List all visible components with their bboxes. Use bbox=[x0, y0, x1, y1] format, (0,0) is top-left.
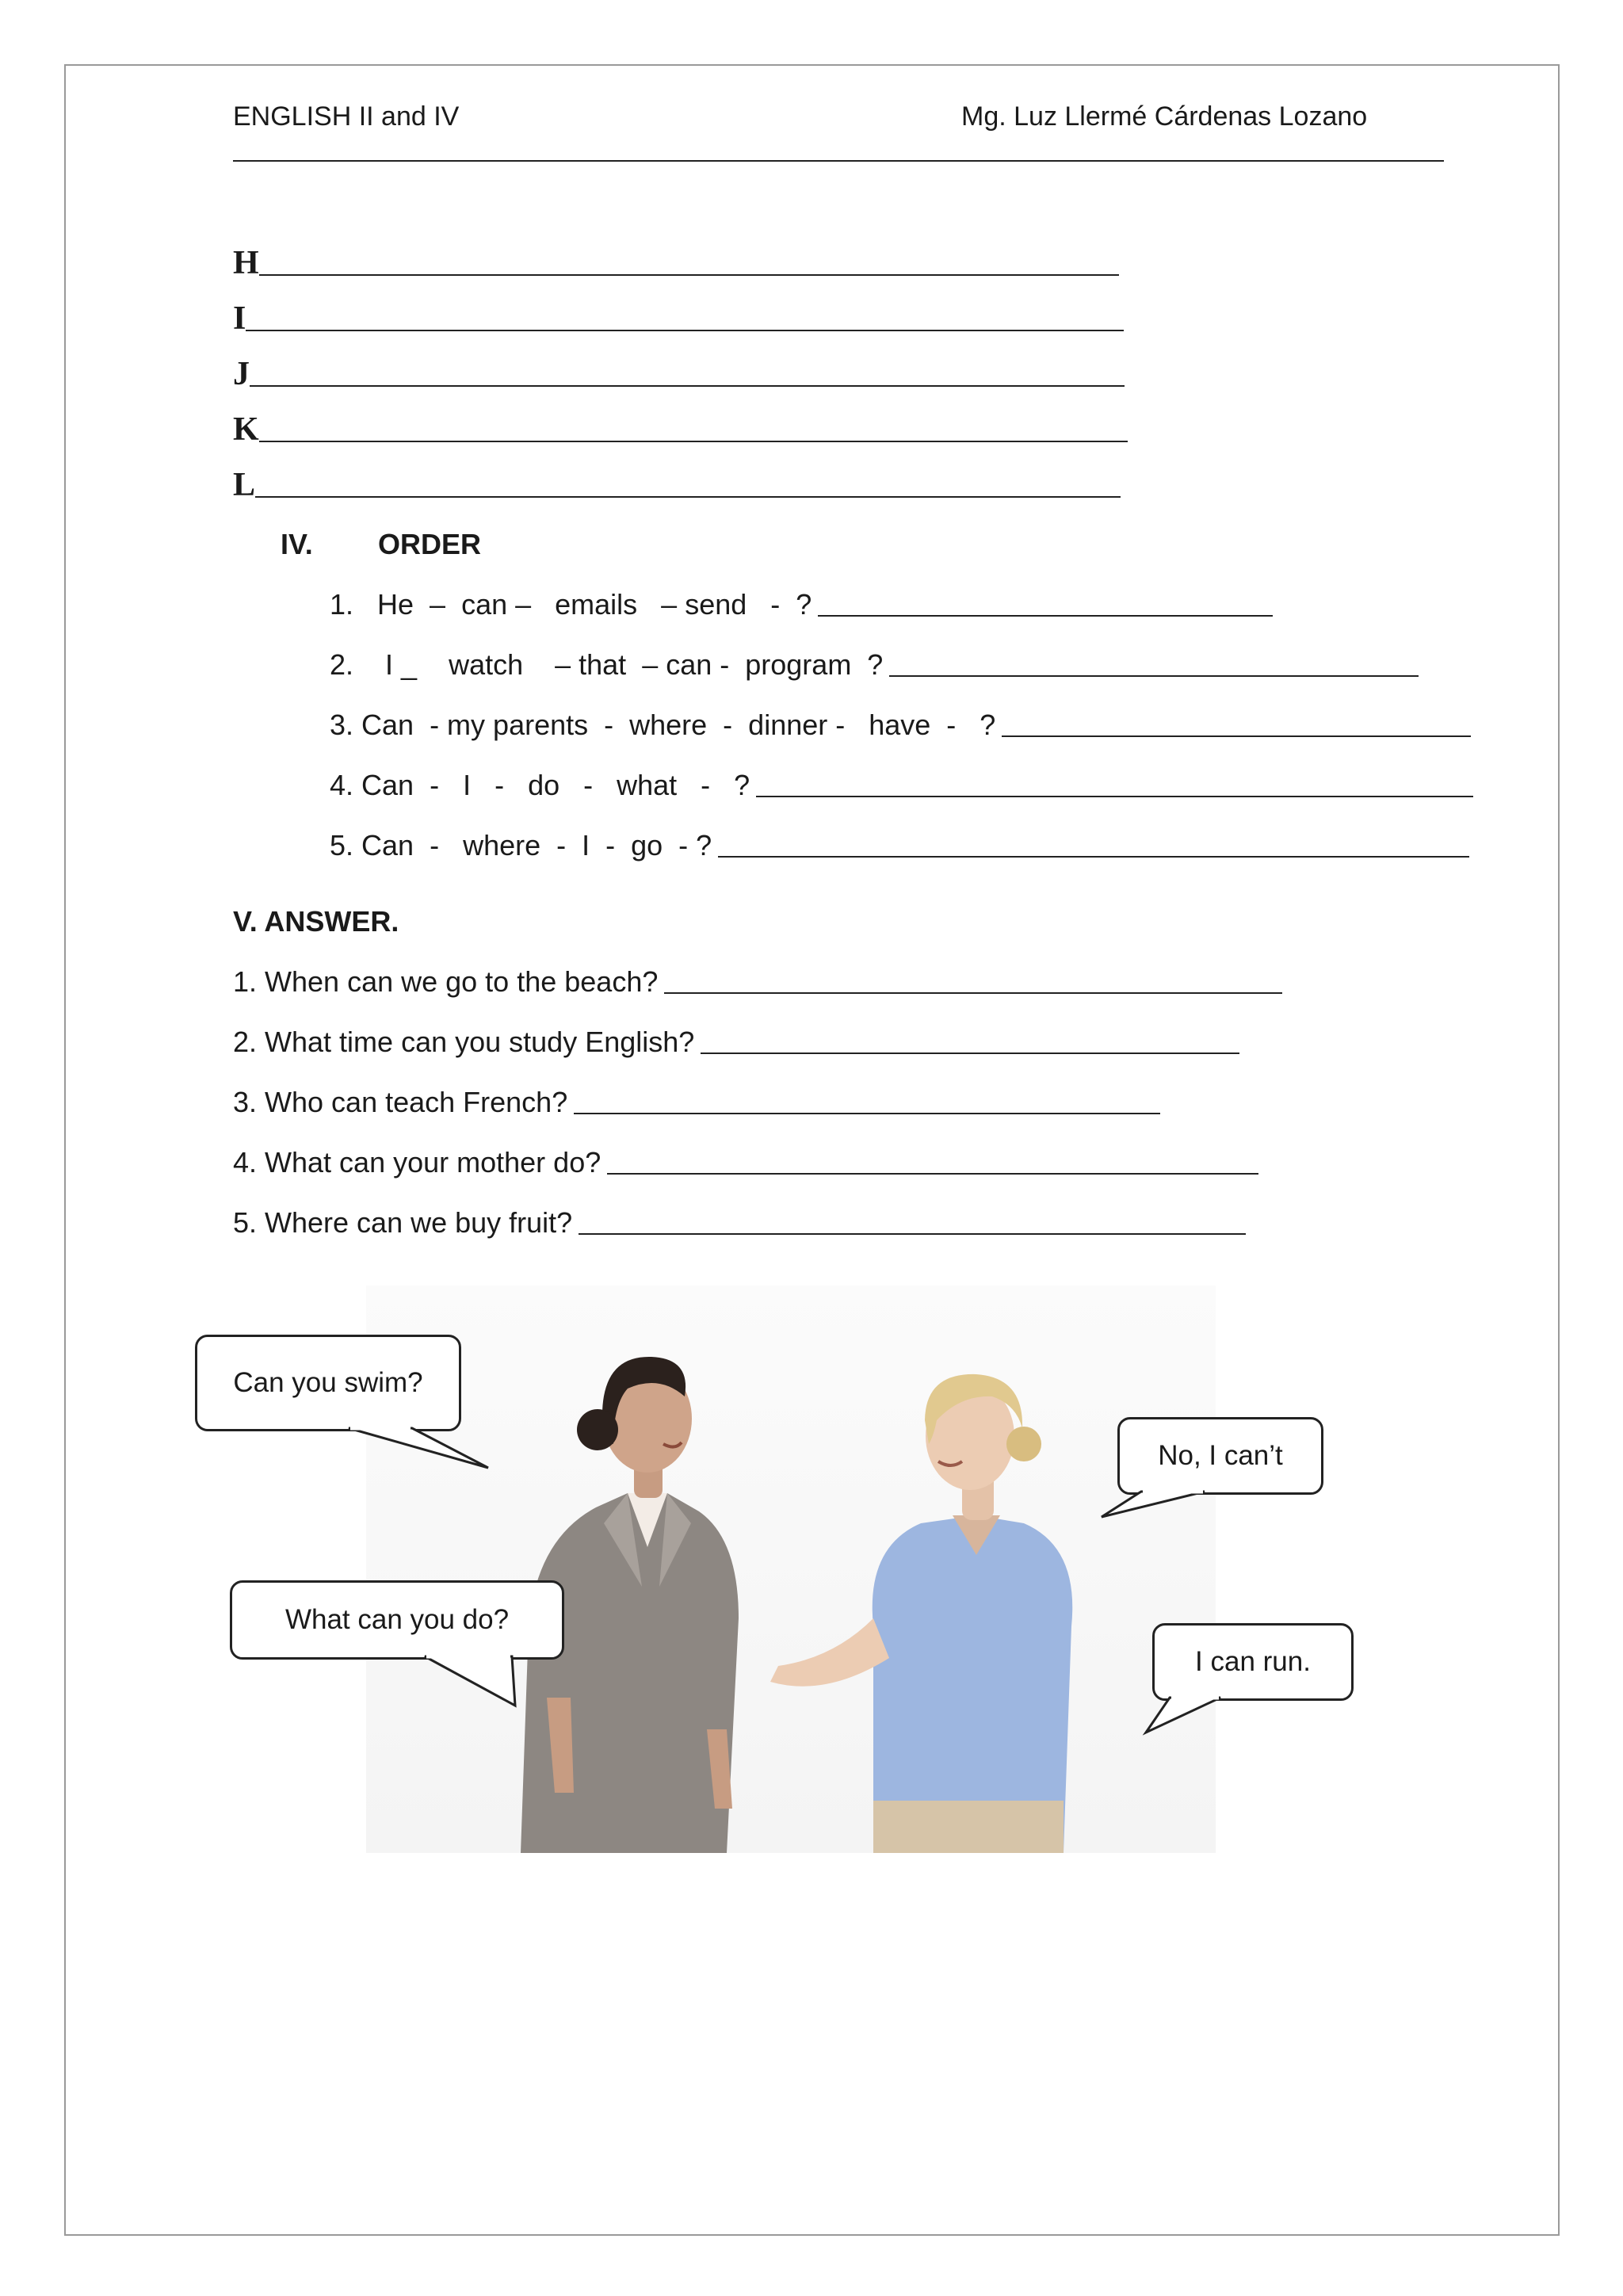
bubble-text: No, I can’t bbox=[1158, 1440, 1283, 1471]
answer-item-3 bbox=[233, 1086, 1160, 1119]
answer-line[interactable] bbox=[579, 1233, 1246, 1235]
order-item-text: 5. Can - where - I - go - ? bbox=[330, 829, 712, 861]
bubble-tail bbox=[341, 1428, 499, 1476]
woman-in-blue-shirt bbox=[770, 1374, 1072, 1853]
answer-line[interactable] bbox=[607, 1173, 1258, 1175]
answer-line[interactable] bbox=[574, 1113, 1160, 1114]
bubble-tail bbox=[420, 1656, 531, 1712]
speech-bubble-run bbox=[1152, 1623, 1354, 1701]
question-text: 3. Who can teach French? bbox=[233, 1086, 568, 1118]
speech-bubble-swim bbox=[195, 1335, 461, 1431]
order-section-number: IV. bbox=[281, 528, 313, 560]
answer-line[interactable] bbox=[889, 675, 1419, 677]
two-women-illustration bbox=[366, 1286, 1216, 1853]
speech-bubble-do bbox=[230, 1580, 564, 1660]
answer-item-5 bbox=[233, 1206, 1246, 1240]
answer-line[interactable] bbox=[818, 615, 1273, 617]
writing-line[interactable] bbox=[246, 330, 1124, 331]
order-item-text: 1. He – can – emails – send - ? bbox=[330, 588, 812, 621]
letter-line-h bbox=[233, 246, 1119, 281]
letter-line-k bbox=[233, 412, 1128, 447]
speech-bubble-cant bbox=[1117, 1417, 1323, 1495]
order-item-5 bbox=[330, 829, 1469, 862]
letter-label: L bbox=[233, 467, 256, 503]
letter-line-i bbox=[233, 301, 1124, 336]
letter-line-j bbox=[233, 357, 1125, 392]
answer-line[interactable] bbox=[664, 992, 1282, 994]
bubble-tail bbox=[1141, 1698, 1236, 1737]
writing-line[interactable] bbox=[255, 496, 1121, 498]
writing-line[interactable] bbox=[259, 441, 1128, 442]
answer-item-1 bbox=[233, 965, 1282, 999]
letter-line-l bbox=[233, 468, 1121, 502]
order-item-1 bbox=[330, 588, 1273, 621]
order-item-3 bbox=[330, 709, 1471, 742]
bubble-text: What can you do? bbox=[285, 1604, 510, 1635]
course-title: ENGLISH II and IV bbox=[233, 101, 460, 132]
conversation-photo bbox=[366, 1286, 1216, 1853]
letter-label: I bbox=[233, 300, 246, 337]
letter-label: H bbox=[233, 245, 259, 281]
bubble-text: I can run. bbox=[1195, 1646, 1311, 1677]
order-section-title: ORDER bbox=[378, 528, 482, 560]
answer-line[interactable] bbox=[718, 856, 1469, 858]
bubble-text: Can you swim? bbox=[233, 1367, 423, 1398]
order-item-text: 2. I _ watch – that – can - program ? bbox=[330, 648, 884, 681]
question-text: 4. What can your mother do? bbox=[233, 1146, 601, 1179]
answer-line[interactable] bbox=[701, 1052, 1239, 1054]
writing-line[interactable] bbox=[250, 385, 1125, 387]
header-divider bbox=[233, 160, 1444, 162]
answer-section-title: V. ANSWER. bbox=[233, 905, 399, 938]
answer-item-4 bbox=[233, 1146, 1258, 1179]
bubble-tail bbox=[1094, 1492, 1220, 1523]
question-text: 2. What time can you study English? bbox=[233, 1026, 695, 1058]
teacher-name: Mg. Luz Llermé Cárdenas Lozano bbox=[961, 101, 1368, 132]
order-item-text: 3. Can - my parents - where - dinner - have - ? bbox=[330, 709, 996, 741]
answer-line[interactable] bbox=[756, 796, 1473, 797]
question-text: 1. When can we go to the beach? bbox=[233, 965, 659, 998]
question-text: 5. Where can we buy fruit? bbox=[233, 1206, 573, 1239]
order-item-4 bbox=[330, 769, 1473, 802]
order-item-text: 4. Can - I - do - what - ? bbox=[330, 769, 750, 801]
letter-label: K bbox=[233, 411, 259, 448]
writing-line[interactable] bbox=[259, 274, 1119, 276]
answer-item-2 bbox=[233, 1026, 1239, 1059]
order-item-2 bbox=[330, 648, 1419, 682]
answer-line[interactable] bbox=[1002, 735, 1471, 737]
letter-label: J bbox=[233, 356, 250, 392]
